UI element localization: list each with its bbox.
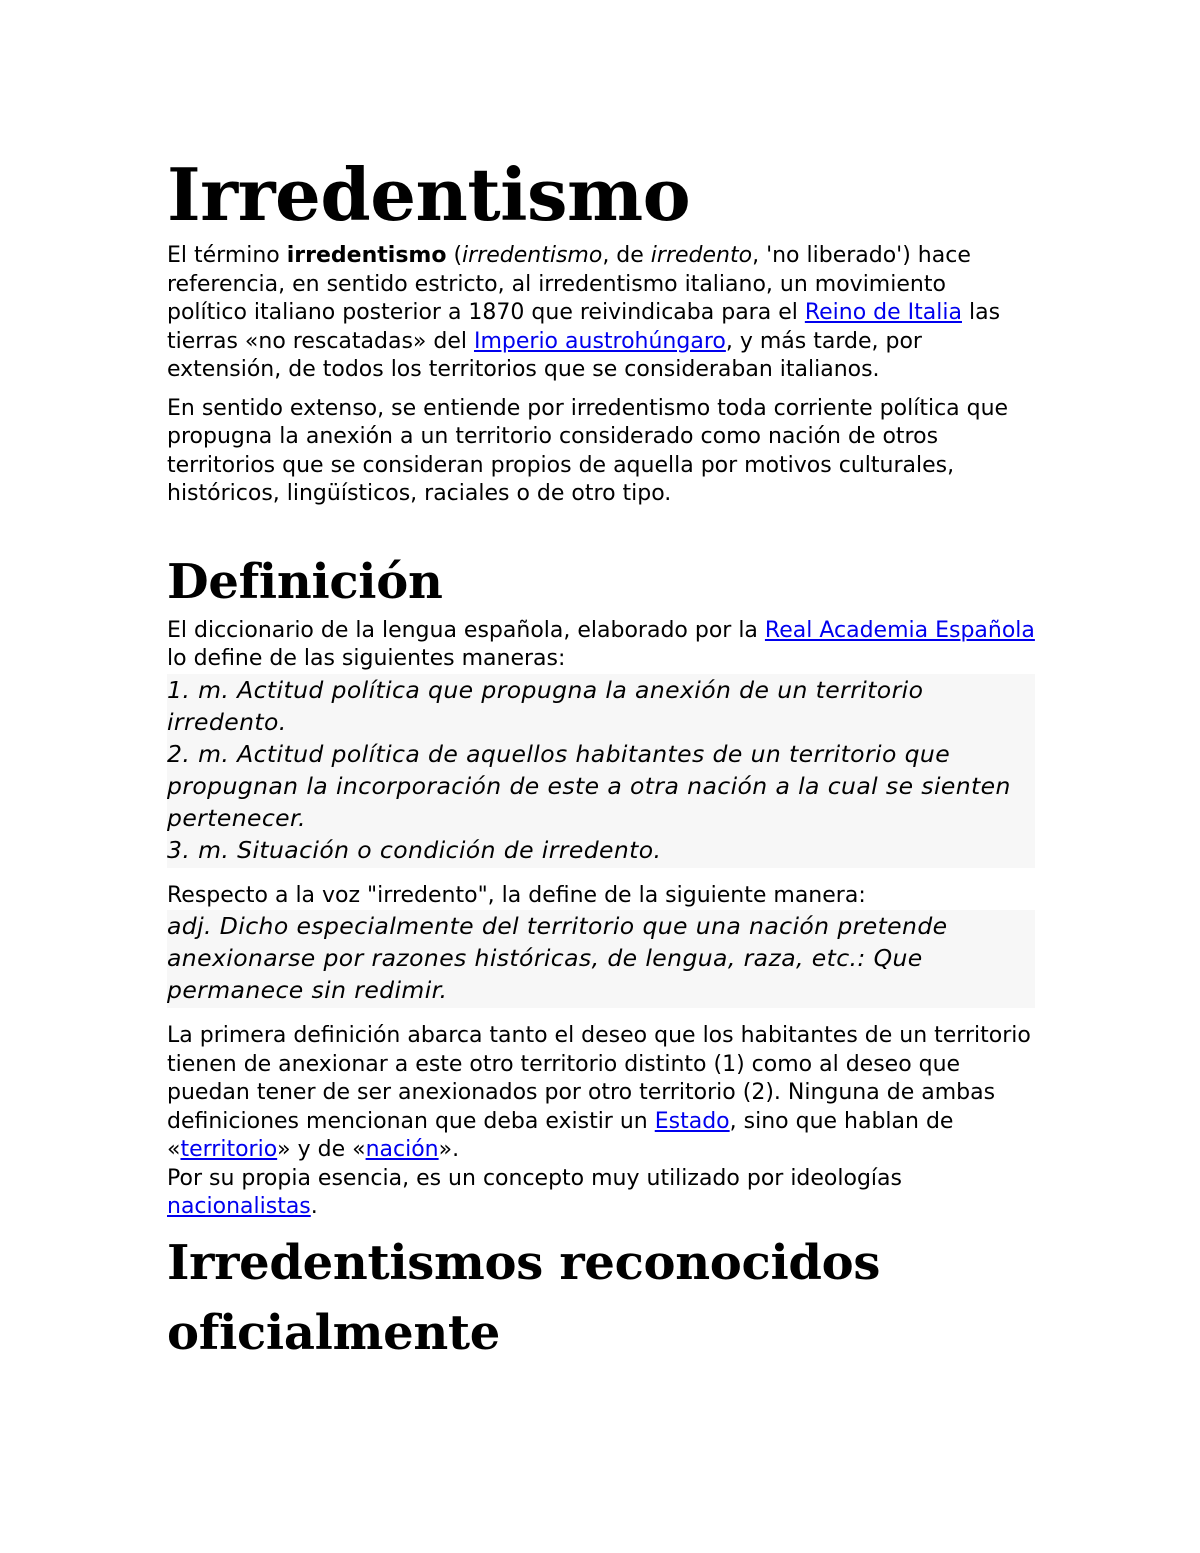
- text-run: las tierras «no rescatadas» del: [167, 300, 1001, 354]
- text-run: La primera definición abarca tanto el deseo que los habitantes de un territorio tienen de anexionar a este otro territorio distinto (1) como al deseo que puedan tener de ser anexionados por otro territorio (2). Ninguna de ambas definiciones mencionan que deba existir un: [167, 1023, 1031, 1134]
- link-nacion[interactable]: nación: [365, 1137, 439, 1162]
- text-run: Por su propia esencia, es un concepto muy utilizado por ideologías: [167, 1165, 902, 1191]
- intro-paragraph-1: [167, 242, 1012, 385]
- text-run: , sino que hablan de «: [167, 1108, 954, 1162]
- page-title: Irredentismo: [167, 152, 691, 237]
- text-run: lo define de las siguientes maneras:: [167, 646, 566, 671]
- heading-irredentismos-reconocidos: Irredentismos reconocidos oficialmente: [167, 1234, 881, 1361]
- link-real-academia-espanola[interactable]: Real Academia Española: [764, 617, 1035, 643]
- heading-definicion: Definición: [167, 553, 443, 610]
- text-run: , y más tarde, por extensión, de todos los territorios que se consideraban italianos.: [167, 328, 922, 382]
- italic-term: irredento: [650, 243, 753, 268]
- text-run: ».: [438, 1137, 460, 1162]
- intro-paragraph-2: En sentido extenso, se entiende por irredentismo toda corriente política que propugna la anexión a un territorio considerado como nación de otros territorios que se consideran propios de aquella por motivos culturales, históricos, lingüísticos, raciales o de otro tipo.: [167, 395, 1009, 506]
- definition-item-2: 2. m. Actitud política de aquellos habitantes de un territorio que propugnan la incorporación de este a otra nación a la cual se sienten pertenecer.: [167, 739, 1011, 832]
- text-run: El diccionario de la lengua española, elaborado por la: [167, 617, 765, 643]
- text-run: , de: [602, 243, 651, 268]
- text-run: .: [310, 1194, 318, 1219]
- link-nacionalistas[interactable]: nacionalistas: [167, 1194, 311, 1219]
- definicion-paragraph-3: [167, 1022, 1037, 1222]
- text-run: (: [446, 243, 463, 268]
- document-page: [167, 150, 1037, 1368]
- definicion-paragraph-1: [167, 617, 1037, 674]
- bold-term: irredentismo: [286, 243, 447, 268]
- link-reino-de-italia[interactable]: Reino de Italia: [804, 300, 962, 325]
- text-run: , 'no liberado') hace referencia, en sentido estricto, al irredentismo italiano, un movimiento político italiano posterior a 1870 que reivindicaba para el: [167, 243, 971, 325]
- link-estado[interactable]: Estado: [654, 1108, 730, 1134]
- definition-item-3: 3. m. Situación o condición de irredento.: [167, 835, 662, 864]
- irredento-definition: adj. Dicho especialmente del territorio que una nación pretende anexionarse por razones históricas, de lengua, raza, etc.: Que permanece sin redimir.: [167, 912, 948, 1004]
- definition-quote-block: [167, 674, 1035, 868]
- text-run: » y de «: [277, 1137, 366, 1162]
- link-imperio-austrohungaro[interactable]: Imperio austrohúngaro: [473, 328, 726, 354]
- italic-term: irredentismo: [462, 243, 603, 268]
- irredento-quote-block: [167, 910, 1035, 1008]
- definicion-paragraph-2: Respecto a la voz "irredento", la define de la siguiente manera:: [167, 882, 866, 908]
- link-territorio[interactable]: territorio: [180, 1137, 278, 1162]
- definition-item-1: 1. m. Actitud política que propugna la anexión de un territorio irredento.: [167, 675, 924, 736]
- text-run: El término: [167, 243, 287, 268]
